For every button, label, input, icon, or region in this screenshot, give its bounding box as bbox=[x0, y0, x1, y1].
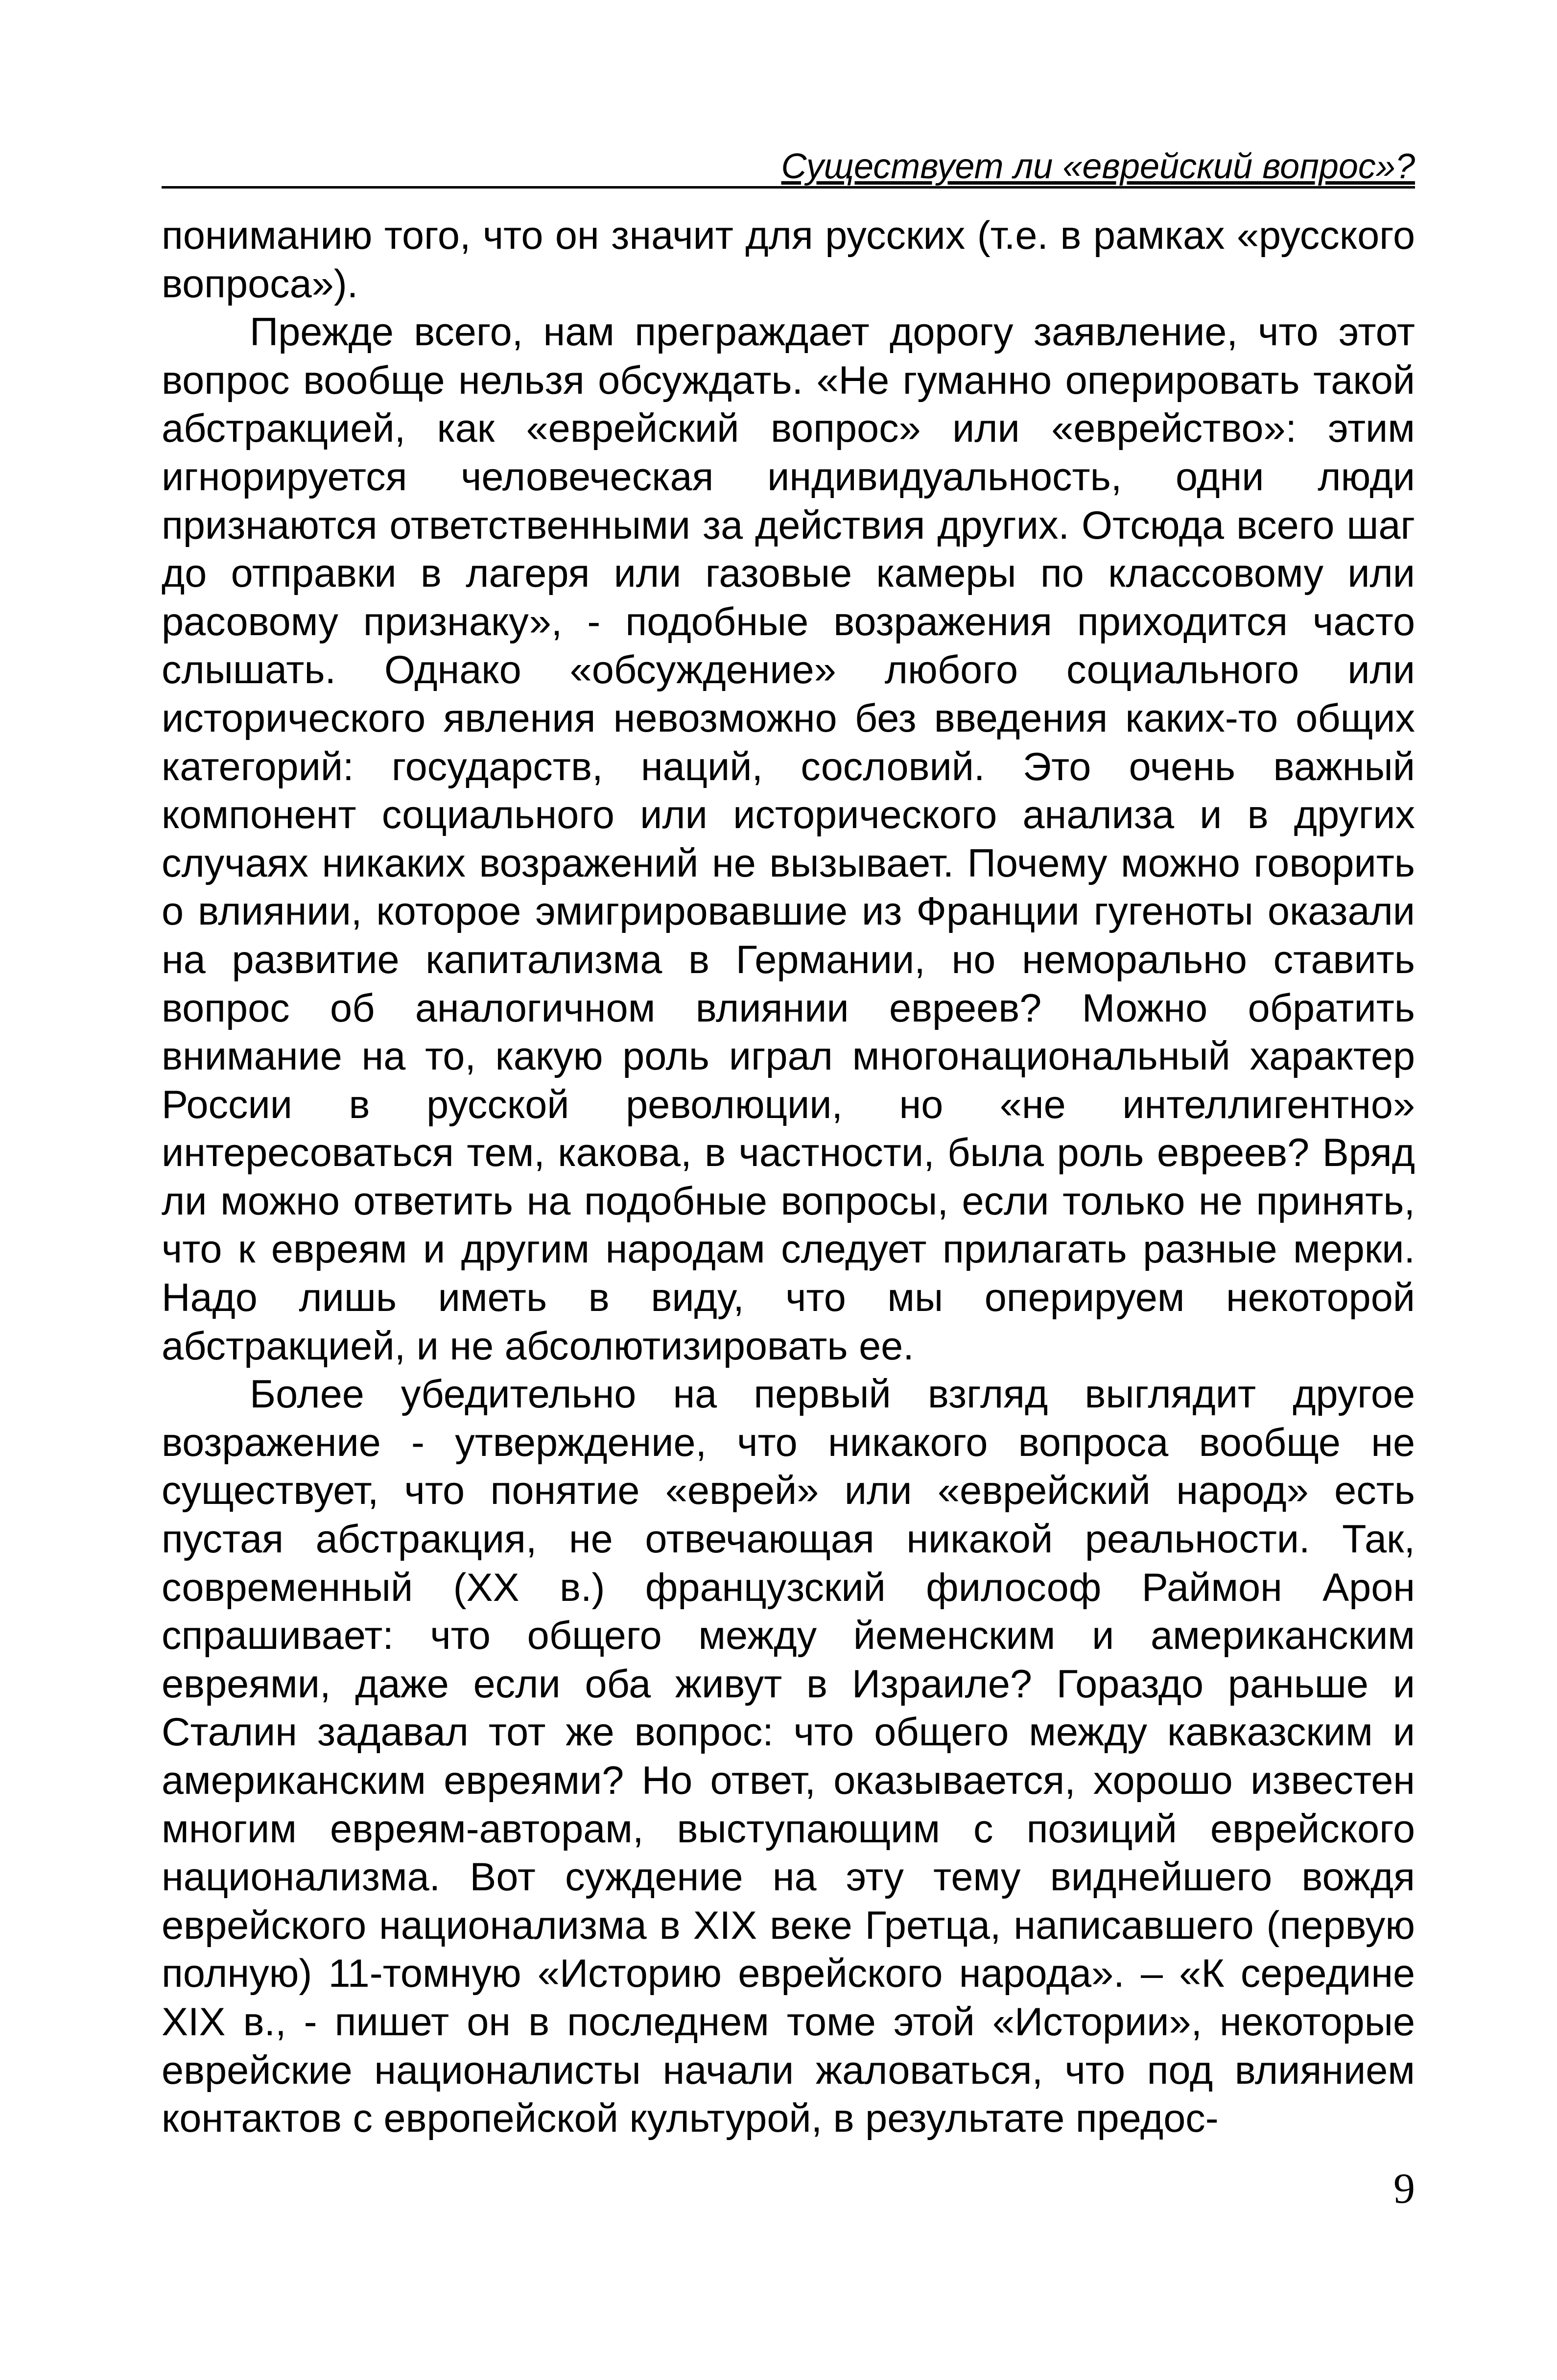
page-number: 9 bbox=[1393, 2165, 1415, 2213]
paragraph-continuation: пониманию того, что он значит для русских (т.е. в рамках «русского вопроса»). bbox=[162, 214, 1415, 306]
paragraph: Более убедительно на первый взгляд выглядит другое возражение - утверждение, что никакого вопроса вообще не существует, что понятие «еврей» или «еврейский народ» есть пустая абстракция, не отвечающая никакой реальности. Так, современный (XX в.) французский философ Раймон Арон спрашивает: что общего между йеменским и американским евреями, даже если оба живут в Израиле? Гораздо раньше и Сталин задавал тот же вопрос: что общего между кавказским и американским евреями? Но ответ, оказывается, хорошо известен многим евреям-авторам, выступающим с позиций еврейского национализма. Вот суждение на эту тему виднейшего вождя еврейского национализма в XIX веке Гретца, написавшего (первую полную) 11-томную «Историю еврейского народа». – «К середине XIX в., - пишет он в последнем томе этой «Истории», некоторые еврейские националисты начали жаловаться, что под влиянием контактов с европейской культурой, в результате предос- bbox=[162, 1372, 1415, 2141]
paragraph: Прежде всего, нам преграждает дорогу заявление, что этот вопрос вообще нельзя обсуждать. «Не гуманно оперировать такой абстракцией, как «еврейский вопрос» или «еврейство»: этим игнорируется человеческая индивидуальность, одни люди признаются ответственными за действия других. Отсюда всего шаг до отправки в лагеря или газовые камеры по классовому или расовому признаку», - подобные возражения приходится часто слышать. Однако «обсуждение» любого социального или исторического явления невозможно без введения каких-то общих категорий: государств, наций, сословий. Это очень важный компонент социального или исторического анализа и в других случаях никаких возражений не вызывает. Почему можно говорить о влиянии, которое эмигрировавшие из Франции гугеноты оказали на развитие капитализма в Германии, но неморально ставить вопрос об аналогичном влиянии евреев? Можно обратить внимание на то, какую роль играл многонациональный характер России в русской революции, но «не интеллигентно» интересоваться тем, какова, в частности, была роль евреев? Вряд ли можно ответить на подобные вопросы, если только не принять, что к евреям и другим народам следует прилагать разные мерки. Надо лишь иметь в виду, что мы оперируем некоторой абстракцией, и не абсолютизировать ее. bbox=[162, 310, 1415, 1368]
running-head-title: Существует ли «еврейский вопрос»? bbox=[781, 147, 1415, 186]
body-text bbox=[162, 212, 1415, 2143]
header-rule bbox=[162, 186, 1415, 189]
running-head bbox=[162, 147, 1415, 186]
